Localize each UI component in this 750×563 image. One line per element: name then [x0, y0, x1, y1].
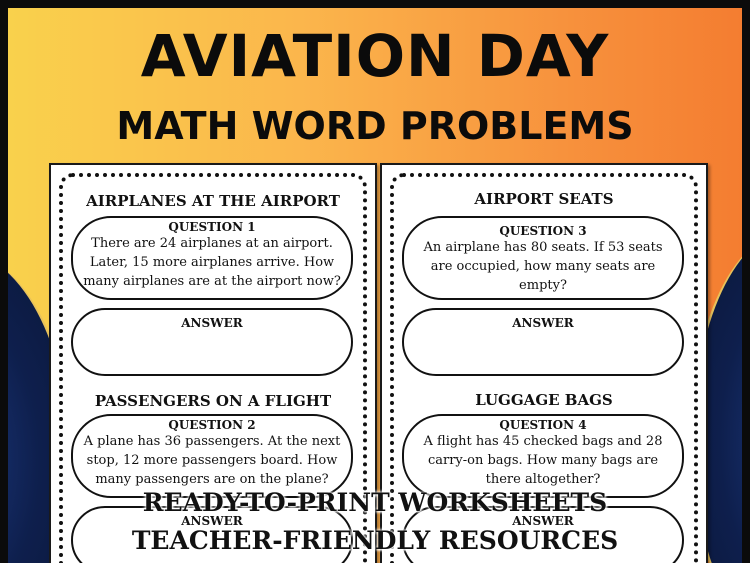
question-label: QUESTION 4	[499, 418, 587, 432]
question-box	[71, 414, 353, 498]
question-text: A flight has 45 checked bags and 28 carry-on bags. How many bags are there altogether?	[423, 434, 663, 487]
question-box	[402, 216, 684, 300]
section-title: PASSENGERS ON A FLIGHT	[94, 392, 332, 410]
section-title: AIRPLANES AT THE AIRPORT	[86, 192, 340, 210]
answer-label: ANSWER	[181, 514, 243, 528]
answer-label: ANSWER	[512, 514, 574, 528]
banner-line-1: READY-TO-PRINT WORKSHEETS	[142, 488, 608, 517]
section-title: LUGGAGE BAGS	[475, 391, 613, 409]
answer-box	[71, 308, 353, 376]
question-text: An airplane has 80 seats. If 53 seats are occupied, how many seats are empty?	[423, 240, 663, 293]
question-text: There are 24 airplanes at an airport. Later, 15 more airplanes arrive. How many airplanes are at the airport now?	[83, 236, 341, 289]
question-label: QUESTION 2	[168, 418, 256, 432]
section-title: AIRPORT SEATS	[474, 190, 614, 208]
banner-line-2: TEACHER-FRIENDLY RESOURCES	[131, 526, 619, 555]
question-box	[402, 414, 684, 498]
question-label: QUESTION 1	[168, 220, 256, 234]
answer-box	[402, 308, 684, 376]
cover-subtitle: MATH WORD PROBLEMS	[116, 104, 634, 148]
question-text: A plane has 36 passengers. At the next stop, 12 more passengers board. How many passengers are on the plane?	[83, 434, 341, 487]
frame-border-top	[0, 0, 750, 8]
answer-label: ANSWER	[512, 316, 574, 330]
question-label: QUESTION 3	[499, 224, 587, 238]
question-box	[71, 216, 353, 300]
answer-label: ANSWER	[181, 316, 243, 330]
cover-title: AVIATION DAY	[140, 22, 610, 90]
